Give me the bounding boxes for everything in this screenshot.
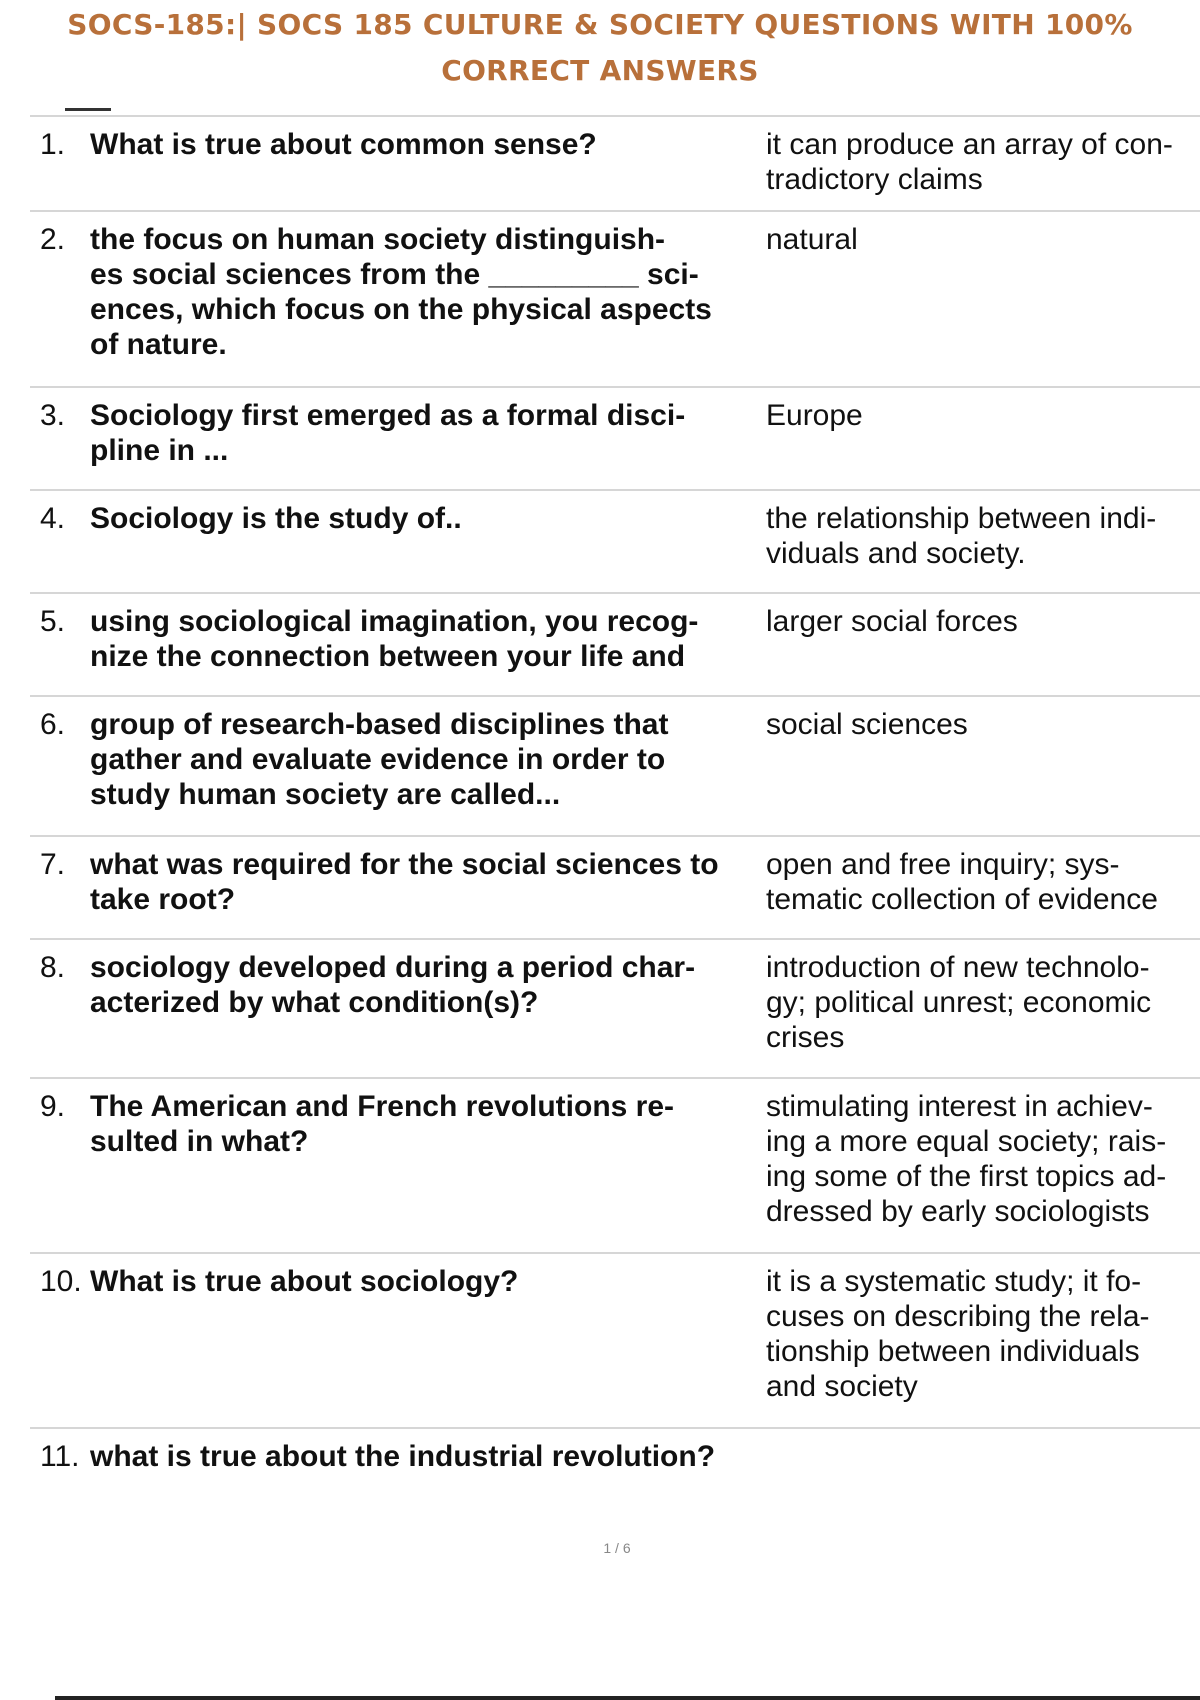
question-text: what is true about the industrial revolution?	[90, 1440, 716, 1473]
answer-text: open and free inquiry; sys- tematic collection of evidence	[766, 848, 1158, 916]
question-number: 3.	[40, 399, 66, 432]
qa-row	[30, 695, 1200, 835]
question-number: 9.	[40, 1090, 66, 1123]
question-number: 2.	[40, 223, 66, 256]
answer-text: stimulating interest in achiev- ing a more equal society; rais- ing some of the first topics ad- dressed by early sociologists	[766, 1090, 1167, 1228]
answer-text: it can produce an array of con- tradictory claims	[766, 128, 1173, 196]
document-title	[0, 2, 1200, 94]
question-number: 4.	[40, 502, 66, 535]
answer-text: it is a systematic study; it fo- cuses on describing the rela- tionship between individuals and society	[766, 1265, 1150, 1403]
question-text: What is true about sociology?	[90, 1265, 519, 1298]
question-text: The American and French revolutions re- sulted in what?	[90, 1090, 675, 1158]
bottom-rule	[55, 1696, 1200, 1700]
answer-text: larger social forces	[766, 605, 1018, 638]
question-text: sociology developed during a period char- acterized by what condition(s)?	[90, 951, 696, 1019]
question-number: 11.	[40, 1440, 80, 1473]
answer-text: the relationship between indi- viduals and society.	[766, 502, 1157, 570]
question-number: 10.	[40, 1265, 82, 1298]
qa-row	[30, 210, 1200, 386]
question-text: the focus on human society distinguish- es social sciences from the _________ sci- ences, which focus on the physical aspects of nature.	[90, 223, 712, 361]
qa-row	[30, 1252, 1200, 1427]
question-text: group of research-based disciplines that gather and evaluate evidence in order to study human society are called...	[90, 708, 669, 811]
question-text: what was required for the social sciences to take root?	[90, 848, 719, 916]
question-text: Sociology is the study of..	[90, 502, 462, 535]
answer-text: Europe	[766, 399, 863, 432]
qa-row	[30, 115, 1200, 210]
answer-text: introduction of new technolo- gy; political unrest; economic crises	[766, 951, 1152, 1054]
answer-text: natural	[766, 223, 858, 256]
title-line-2: CORRECT ANSWERS	[441, 54, 759, 87]
question-number: 8.	[40, 951, 66, 984]
answer-text: social sciences	[766, 708, 968, 741]
qa-row	[30, 835, 1200, 938]
question-text: using sociological imagination, you recog- nize the connection between your life and	[90, 605, 699, 673]
question-number: 7.	[40, 848, 66, 881]
qa-row	[30, 489, 1200, 592]
question-number: 6.	[40, 708, 66, 741]
answer-text	[766, 1439, 1200, 1497]
qa-row	[30, 592, 1200, 695]
page-indicator: 1 / 6	[603, 1540, 631, 1556]
qa-row	[30, 938, 1200, 1077]
question-number: 5.	[40, 605, 66, 638]
question-text: What is true about common sense?	[90, 128, 597, 161]
stray-mark	[65, 108, 111, 111]
question-text: Sociology first emerged as a formal disci- pline in ...	[90, 399, 686, 467]
qa-row	[30, 1077, 1200, 1252]
qa-row	[30, 386, 1200, 489]
title-line-1: SOCS-185:| SOCS 185 CULTURE & SOCIETY QUESTIONS WITH 100%	[67, 8, 1133, 41]
qa-row	[30, 1427, 1200, 1497]
qa-list	[30, 115, 1200, 1497]
question-number: 1.	[40, 128, 66, 161]
